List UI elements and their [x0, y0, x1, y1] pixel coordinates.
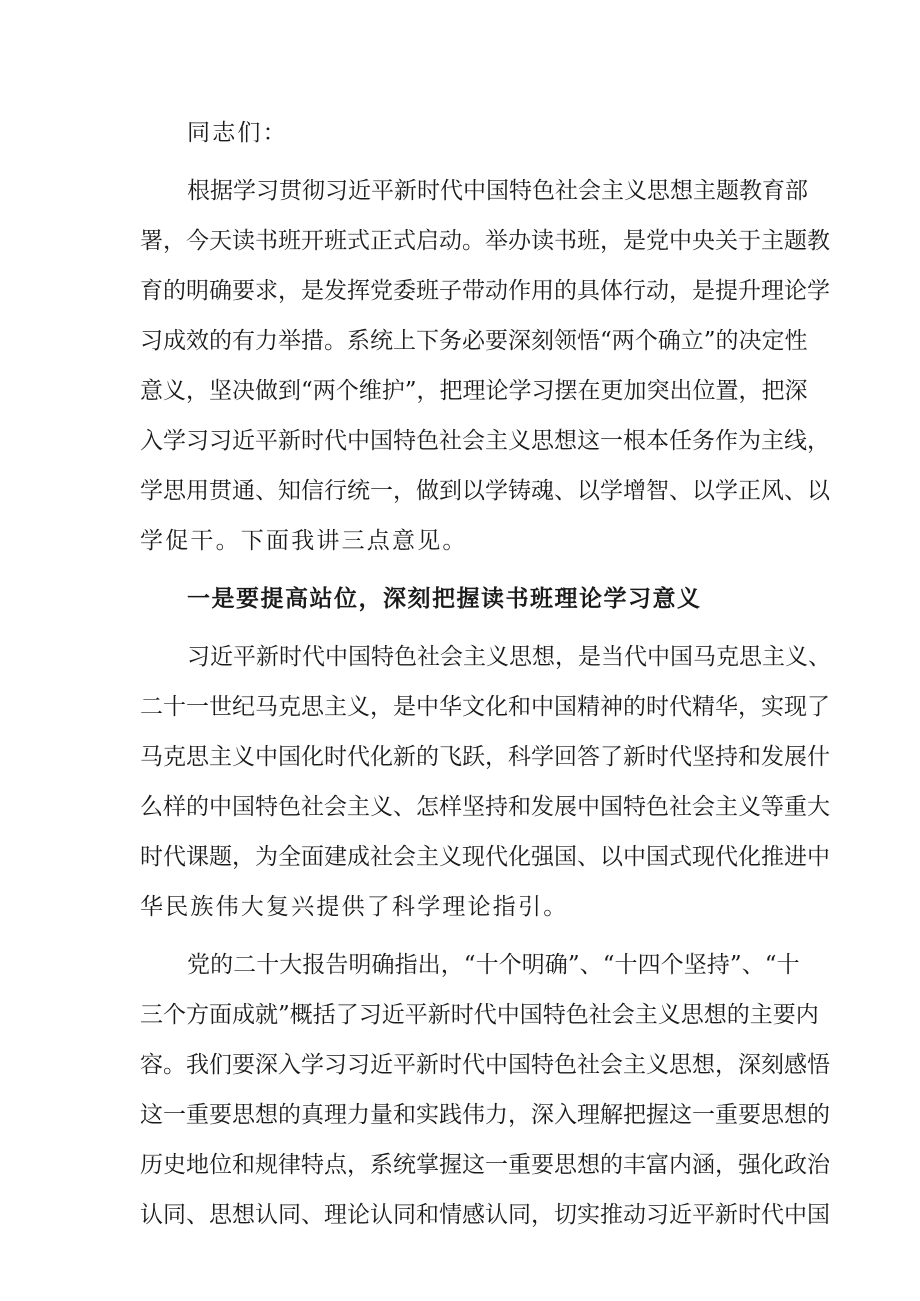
- text-line: 育 的 明 确 要 求 ， 是 发 挥 党 委 班 子 带 动 作 用 的 具 体 行 动 ， 是 提 升 理 论 学: [140, 278, 830, 304]
- text-line: 根 据 学 习 贯 彻 习 近 平 新 时 代 中 国 特 色 社 会 主 义 思 想 主 题 教 育 部: [187, 178, 808, 204]
- body-paragraph: [140, 632, 831, 932]
- text-line: 华民族伟大复兴提供了科学理论指引。: [140, 894, 569, 920]
- text-line: 习 近 平 新 时 代 中 国 特 色 社 会 主 义 思 想 ， 是 当 代 中 国 马 克 思 主 义 、: [187, 644, 831, 670]
- text-line: 二 十 一 世 纪 马 克 思 主 义 ， 是 中 华 文 化 和 中 国 精 神 的 时 代 精 华 ， 实 现 了: [140, 694, 830, 720]
- text-line: 认 同 、 思 想 认 同 、 理 论 认 同 和 情 感 认 同 ， 切 实 推 动 习 近 平 新 时 代 中 国: [140, 1202, 830, 1228]
- intro-paragraph: [140, 166, 830, 566]
- text-line: 容 。 我 们 要 深 入 学 习 习 近 平 新 时 代 中 国 特 色 社 会 主 义 思 想 ， 深 刻 感 悟: [140, 1052, 830, 1078]
- section-heading: 一是要提高站位，深刻把握读书班理论学习意义: [187, 586, 702, 612]
- text-line: 三 个 方 面 成 就 ” 概 括 了 习 近 平 新 时 代 中 国 特 色 社 会 主 义 思 想 的 主 要 内: [140, 1002, 819, 1028]
- text-line: 这 一 重 要 思 想 的 真 理 力 量 和 实 践 伟 力 ， 深 入 理 解 把 握 这 一 重 要 思 想 的: [140, 1102, 830, 1128]
- greeting: 同志们：: [187, 120, 288, 146]
- text-line: 马 克 思 主 义 中 国 化 时 代 化 新 的 飞 跃 ， 科 学 回 答 了 新 时 代 坚 持 和 发 展 什: [140, 744, 830, 770]
- text-line: 党 的 二 十 大 报 告 明 确 指 出 ， “ 十 个 明 确 ” 、 “ 十 四 个 坚 持 ” 、 “ 十: [187, 952, 800, 978]
- text-line: 学促干。下面我讲三点意见。: [140, 528, 468, 554]
- body-paragraph: [140, 940, 830, 1240]
- text-line: 署 ， 今 天 读 书 班 开 班 式 正 式 启 动 。 举 办 读 书 班 ， 是 党 中 央 关 于 主 题 教: [140, 228, 830, 254]
- text-line: 时 代 课 题 ， 为 全 面 建 成 社 会 主 义 现 代 化 强 国 、 以 中 国 式 现 代 化 推 进 中: [140, 844, 830, 870]
- text-line: 意 义 ， 坚 决 做 到 “ 两 个 维 护 ” ， 把 理 论 学 习 摆 在 更 加 突 出 位 置 ， 把 深: [140, 378, 808, 404]
- text-line: 习 成 效 的 有 力 举 措 。 系 统 上 下 务 必 要 深 刻 领 悟 “ 两 个 确 立 ” 的 决 定 性: [140, 328, 808, 354]
- document-body: [140, 108, 831, 1240]
- text-line: 学 思 用 贯 通 、 知 信 行 统 一 ， 做 到 以 学 铸 魂 、 以 学 增 智 、 以 学 正 风 、 以: [140, 478, 830, 504]
- text-line: 么 样 的 中 国 特 色 社 会 主 义 、 怎 样 坚 持 和 发 展 中 国 特 色 社 会 主 义 等 重 大: [140, 794, 830, 820]
- text-line: 历 史 地 位 和 规 律 特 点 ， 系 统 掌 握 这 一 重 要 思 想 的 丰 富 内 涵 ， 强 化 政 治: [140, 1152, 830, 1178]
- text-line: 入 学 习 习 近 平 新 时 代 中 国 特 色 社 会 主 义 思 想 这 一 根 本 任 务 作 为 主 线 ，: [140, 428, 830, 454]
